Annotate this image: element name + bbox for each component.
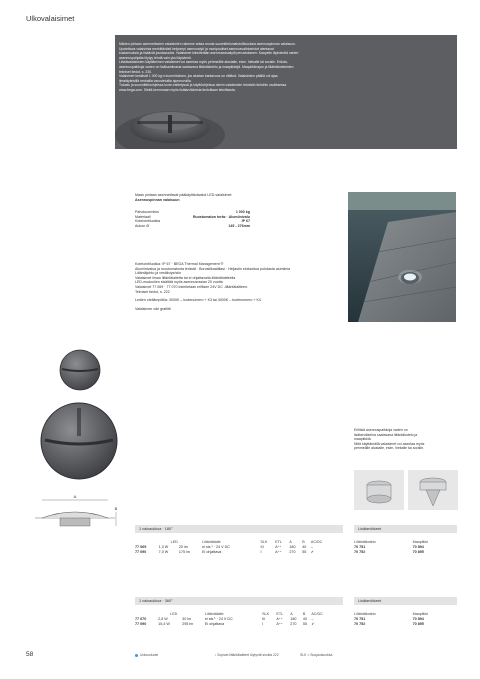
cell-b: 55: [302, 622, 308, 626]
table2-header-bar: 1 valoaukkoa · 360°: [135, 597, 343, 605]
pool-deck-photo: [348, 192, 456, 322]
banner-line: asennuspohjalla löytyy tehdä vain yksi läpivienti.: [119, 55, 192, 60]
junction-box-thumbnail: [354, 470, 404, 510]
col-slk: SLK: [262, 612, 270, 616]
caption-line: Niitä käyttämällä valaisimet voi asentaa myös: [354, 441, 425, 446]
cell-driver: ei sis.¹ · 24 V DC: [202, 545, 230, 549]
tech-line: Kotelointiluokka: IP 67 · BEGA Thermal Management ®: [135, 262, 224, 266]
cell-b: 40: [302, 545, 307, 549]
legend-label: Uutuustuote: [140, 653, 159, 657]
product-table-1: [135, 540, 335, 555]
cell-b: 55: [302, 550, 307, 554]
finish-note: Valaisimen väri grafiitti: [135, 306, 171, 311]
cell-watt: 1,3 W: [158, 545, 169, 549]
installation-photo: [348, 192, 456, 322]
col-a: A: [289, 540, 292, 544]
cell-a: 270: [289, 550, 296, 554]
accessory-code: 70 895: [412, 550, 424, 554]
cell-watt: 7,0 W: [158, 550, 169, 554]
spec-value: Ruostumaton teräs · Alumiinivalu: [192, 214, 250, 219]
description-line: Maan pintaan asennettavat pääkäyttävävalot LED-valaisimet: [135, 193, 232, 197]
col-led: LED: [170, 612, 178, 616]
spec-label: Materiaali: [135, 214, 151, 219]
col-ground-spike: Maapiikki: [412, 612, 428, 616]
table1-accessory-bar: Lisätarvikkeet: [354, 525, 457, 533]
cell-lumen: 295 lm: [182, 622, 194, 626]
tech-line: Tekniset tiedot, s. 222: [135, 289, 170, 294]
cell-etl: A⁺⁺: [275, 545, 282, 549]
col-junction-box: Liitäntäkotelo: [354, 540, 376, 544]
col-acdc: AC/DC: [311, 612, 323, 616]
small-fixture-render: [55, 345, 105, 395]
banner-line: Liiskävalaisimien käyttäminen valaisimet voi asentaa myös pehmeälle alustalle, esim. hiekalle tai soralle. Erikois-: [119, 60, 289, 65]
product-table-2: [135, 612, 335, 627]
cell-lumen: 20 lm: [178, 545, 188, 549]
col-junction-box: Liitäntäkotelo: [354, 612, 376, 616]
accessory-table-1: [354, 540, 454, 555]
table2-accessory-bar: Lisätarvikkeet: [354, 597, 457, 605]
table-row: [135, 622, 335, 627]
dimension-drawing: [30, 490, 120, 530]
accessory-code: 70 895: [412, 622, 424, 626]
dimension-b-label: B: [114, 506, 118, 511]
tech-line: Liitäntäjohto ja vesitiiviys/stin: [135, 271, 181, 276]
accessory-code: 70 894: [412, 545, 424, 549]
tech-line: LED-moduulien sisältää myös asennusrasian 20 vuotta: [135, 280, 223, 285]
cell-watt: 2,8 W: [158, 617, 168, 621]
spec-label: Pahokuormitus: [135, 210, 159, 214]
banner-line: tekniset tiedot, s. 230.: [119, 69, 152, 74]
spec-value: 145 - 276mm: [228, 223, 250, 228]
footer-note: ¹ Sopivat liitäntälaitteet löytyvät sivulta 222: [215, 653, 279, 657]
cell-b: 40: [302, 617, 308, 621]
new-product-legend: [135, 653, 158, 657]
tech-line: Valaisimet ilman liitäntälaitetta tai ei ohjattavalla liitäntälaitteella: [135, 275, 236, 280]
banner-line: Upotettava valaisimia merkittävästi helpompi asennustyö ja monipuoliset asennusvaihtoehdot alentavat: [119, 46, 274, 51]
footer-slk-note: SLK = Suojausluokka: [300, 653, 333, 657]
cell-slk: III: [262, 617, 266, 621]
accessory-code: 70 894: [412, 617, 424, 621]
cell-a: 180: [290, 617, 297, 621]
large-fixture-render: [36, 398, 122, 484]
spec-value: IP 67: [241, 219, 250, 224]
table1-header-bar: 1 valoaukkoa · 180°: [135, 525, 343, 533]
page-number: 58: [26, 651, 34, 658]
tech-line: Alumiinivalua ja ruostumatonta terästä · Borosilikaattilasi · Heijastin eloksoitua puhdasta alumiinia: [135, 266, 291, 271]
banner-line: kustannuksia ja lisäävät joustavuutta. Valaisimet kiinnitetään asennusrasiaiylä perustukseen. Kaapelin läpivientiä varten: [119, 51, 299, 56]
col-ground-spike: Maapiikki: [412, 540, 428, 544]
section-title: Ulkovalaisimet: [26, 14, 75, 23]
spec-value: 1 000 kg: [235, 210, 250, 214]
caption-line: maapiikkiä.: [354, 437, 372, 442]
product-code: 77 090: [135, 550, 147, 554]
cell-etl: A⁺⁺: [275, 550, 282, 554]
banner-line: Valaisimet kestävät 1 000 kg:n kuormituksen, jos alustan kantavuus on riittävä. Valaisimien päällä voi ajaa: [119, 74, 278, 79]
col-etl: ETL: [276, 612, 284, 616]
color-temp-note: Ledien värilämpötila: 3000K – tuotenumero + K3 tai 4000K – tuotenumero + K4: [135, 298, 261, 303]
cell-lumen: 175 lm: [178, 550, 190, 554]
cell-slk: III: [260, 545, 264, 549]
banner-line: Näiden pintaan asennettavien valaisimien rakenne antaa monia suunnittelumahdollisuuksia asennuspinnan valaisuun.: [119, 42, 296, 46]
table-row: [354, 622, 454, 627]
ground-spike-thumbnail: [408, 470, 458, 510]
banner-line: ilmatäyteisillä renkailla varustetuilla ajoneuvoilla.: [119, 78, 192, 83]
product-code: 77 070: [135, 617, 147, 621]
technical-description: [135, 262, 345, 311]
caption-line: pehmeälle alustalle, esim. hiekalle tai soralle.: [354, 446, 425, 451]
col-led: LED: [170, 540, 178, 544]
accessory-caption: [354, 428, 454, 451]
spec-row: [135, 224, 250, 229]
product-code: 77 069: [135, 545, 147, 549]
cell-acdc: ✔: [311, 622, 315, 626]
caption-line: Erillisiä asennuspaikkoja varten on: [354, 428, 408, 432]
col-a: A: [290, 612, 293, 616]
tech-line: Valaisimet 77 069 · 77 070 toimitetaan erillisen 24V DC -liitäntälaitteen.: [135, 284, 248, 289]
col-b: B: [302, 612, 306, 616]
cell-a: 270: [290, 622, 297, 626]
accessory-code: 70 752: [354, 550, 366, 554]
cell-slk: I: [262, 622, 264, 626]
cell-acdc: –: [310, 545, 313, 549]
caption-line: lisätarvikkeina saatavana liitäntäkotelo ja: [354, 432, 418, 437]
col-acdc: AC/DC: [310, 540, 323, 544]
banner-line: asennuspaikkoja varten on lisäkamiinasia saatavana liitäntäkotelo ja maapiikkejä. Maapiikkirajan ja liitäntäkoteloiden: [119, 64, 294, 69]
accessory-code: 70 751: [354, 545, 366, 549]
cell-driver: Ei ohjattava: [202, 550, 222, 554]
banner-text: [119, 42, 453, 93]
product-description: [135, 193, 325, 202]
cell-acdc: ✔: [310, 550, 314, 554]
cell-slk: I: [260, 550, 262, 554]
spec-label: Aukon Ø: [135, 223, 149, 228]
cell-driver: ei sis.¹ · 24 V DC: [204, 617, 233, 621]
accessory-code: 70 752: [354, 622, 366, 626]
dimension-a-label: A: [73, 494, 77, 499]
accessory-code: 70 751: [354, 617, 366, 621]
cell-etl: A⁺⁺: [276, 617, 283, 621]
description-subtitle: Asennuspinnan valaisuun: [135, 197, 180, 202]
cell-acdc: –: [311, 617, 314, 621]
col-driver: Liitäntälaite: [204, 612, 224, 616]
col-slk: SLK: [260, 540, 268, 544]
col-b: B: [302, 540, 305, 544]
new-product-dot-icon: [135, 654, 138, 657]
banner-line: www.bega.com. Sieltä kerromaan myös lisätarvikkeista tiedolliaan tekniikasta.: [119, 87, 236, 92]
spec-table: [135, 210, 250, 228]
product-code: 77 090: [135, 622, 147, 626]
table-row: [354, 550, 454, 555]
spec-label: Kotelointiluokka: [135, 219, 161, 224]
banner-line: Tuloalu ja suunnitteluohjeissa tuote-esittelyssä ja käyttöohjeissa olevin valaisimien teknisiin tietoihin osoittaessa: [119, 83, 287, 88]
cell-etl: A⁺⁺: [276, 622, 283, 626]
cell-lumen: 30 lm: [182, 617, 192, 621]
col-driver: Liitäntälaite: [202, 540, 221, 544]
table-row: [135, 550, 335, 555]
cell-watt: 15,4 W: [158, 622, 170, 626]
accessory-table-2: [354, 612, 454, 627]
cell-a: 180: [289, 545, 296, 549]
cell-driver: Ei ohjattava: [204, 622, 225, 626]
col-etl: ETL: [275, 540, 282, 544]
